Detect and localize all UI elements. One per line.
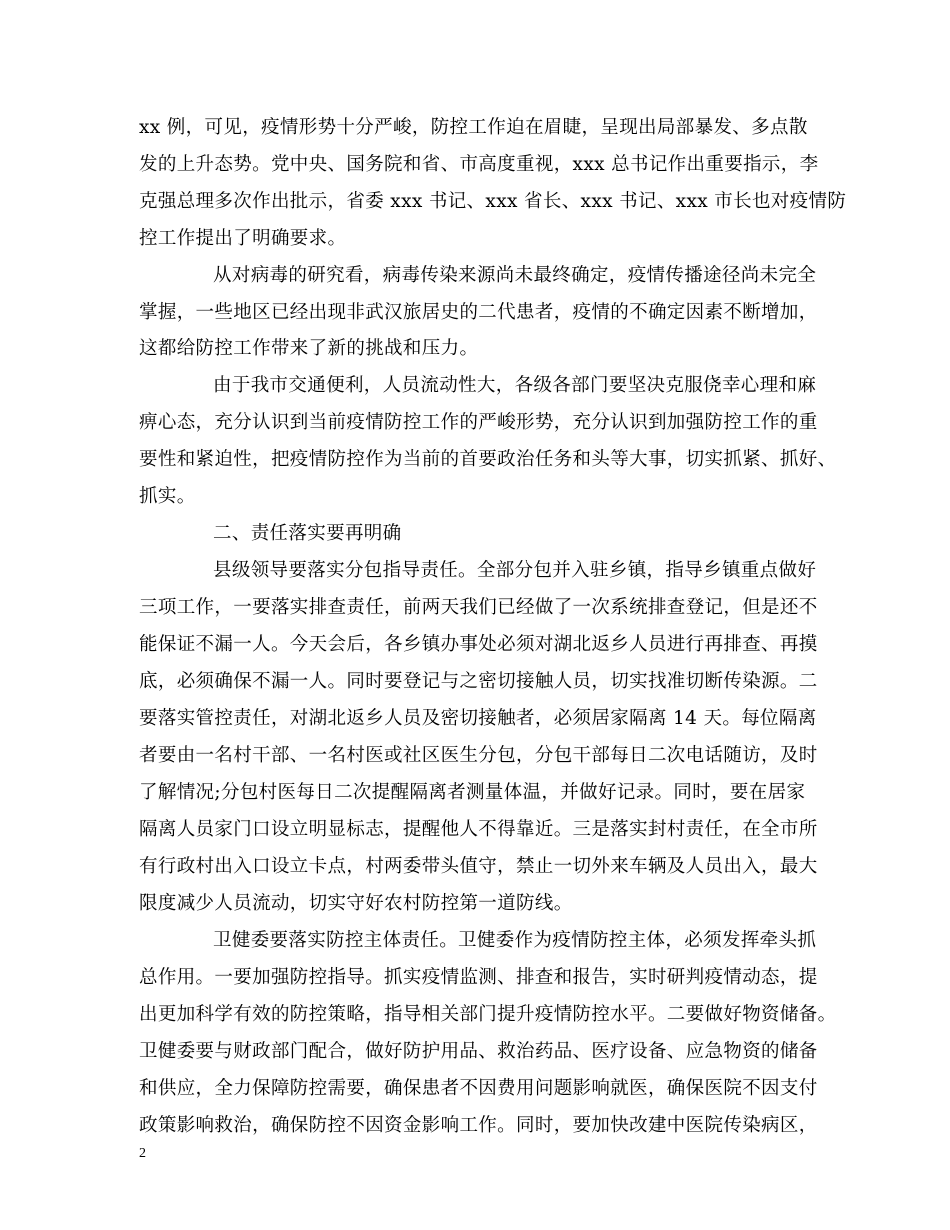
text-line: 了解情况;分包村医每日二次提醒隔离者测量体温，并做好记录。同时，要在居家 <box>139 782 806 803</box>
text-line: 要落实管控责任，对湖北返乡人员及密切接触者，必须居家隔离 14 天。每位隔离 <box>139 708 817 729</box>
page-number: 2 <box>139 1146 146 1161</box>
text-line: 三项工作，一要落实排查责任，前两天我们已经做了一次系统排查登记，但是还不 <box>139 597 818 618</box>
text-line: 隔离人员家门口设立明显标志，提醒他人不得靠近。三是落实封村责任，在全市所 <box>139 819 818 840</box>
text-line: 抓实。 <box>139 486 196 507</box>
text-line: 者要由一名村干部、一名村医或社区医生分包，分包干部每日二次电话随访，及时 <box>139 745 818 766</box>
text-line: 要性和紧迫性，把疫情防控作为当前的首要政治任务和头等大事，切实抓紧、抓好、 <box>139 449 837 470</box>
text-line: 总作用。一要加强防控指导。抓实疫情监测、排查和报告，实时研判疫情动态，提 <box>139 967 818 988</box>
paragraph-first-line: 由于我市交通便利，人员流动性大，各级各部门要坚决克服侥幸心理和麻 <box>213 375 817 396</box>
text-line: 克强总理多次作出批示，省委 xxx 书记、xxx 省长、xxx 书记、xxx 市长也对疫情防 <box>139 191 847 212</box>
text-line: xx 例，可见，疫情形势十分严峻，防控工作迫在眉睫，呈现出局部暴发、多点散 <box>139 117 808 138</box>
text-line: 和供应，全力保障防控需要，确保患者不因费用问题影响就医，确保医院不因支付 <box>139 1078 818 1099</box>
paragraph-first-line: 县级领导要落实分包指导责任。全部分包并入驻乡镇，指导乡镇重点做好 <box>213 560 817 581</box>
text-line: 发的上升态势。党中央、国务院和省、市高度重视，xxx 总书记作出重要指示，李 <box>139 154 819 175</box>
paragraph-first-line: 从对病毒的研究看，病毒传染来源尚未最终确定，疫情传播途径尚未完全 <box>213 265 817 286</box>
text-line: 掌握，一些地区已经出现非武汉旅居史的二代患者，疫情的不确定因素不断增加， <box>139 302 818 323</box>
section-heading: 二、责任落实要再明确 <box>213 523 402 544</box>
text-line: 政策影响救治，确保防控不因资金影响工作。同时，要加快改建中医院传染病区， <box>139 1115 818 1136</box>
text-line: 痹心态，充分认识到当前疫情防控工作的严峻形势，充分认识到加强防控工作的重 <box>139 412 818 433</box>
text-line: 能保证不漏一人。今天会后，各乡镇办事处必须对湖北返乡人员进行再排查、再摸 <box>139 634 818 655</box>
text-line: 出更加科学有效的防控策略，指导相关部门提升疫情防控水平。二要做好物资储备。 <box>139 1004 837 1025</box>
text-line: 控工作提出了明确要求。 <box>139 228 347 249</box>
text-line: 这都给防控工作带来了新的挑战和压力。 <box>139 338 479 359</box>
text-line: 卫健委要与财政部门配合，做好防护用品、救治药品、医疗设备、应急物资的储备 <box>139 1041 818 1062</box>
paragraph-first-line: 卫健委要落实防控主体责任。卫健委作为疫情防控主体，必须发挥牵头抓 <box>213 930 817 951</box>
text-line: 底，必须确保不漏一人。同时要登记与之密切接触人员，切实找准切断传染源。二 <box>139 671 818 692</box>
text-line: 限度减少人员流动，切实守好农村防控第一道防线。 <box>139 893 573 914</box>
text-line: 有行政村出入口设立卡点，村两委带头值守，禁止一切外来车辆及人员出入，最大 <box>139 856 818 877</box>
